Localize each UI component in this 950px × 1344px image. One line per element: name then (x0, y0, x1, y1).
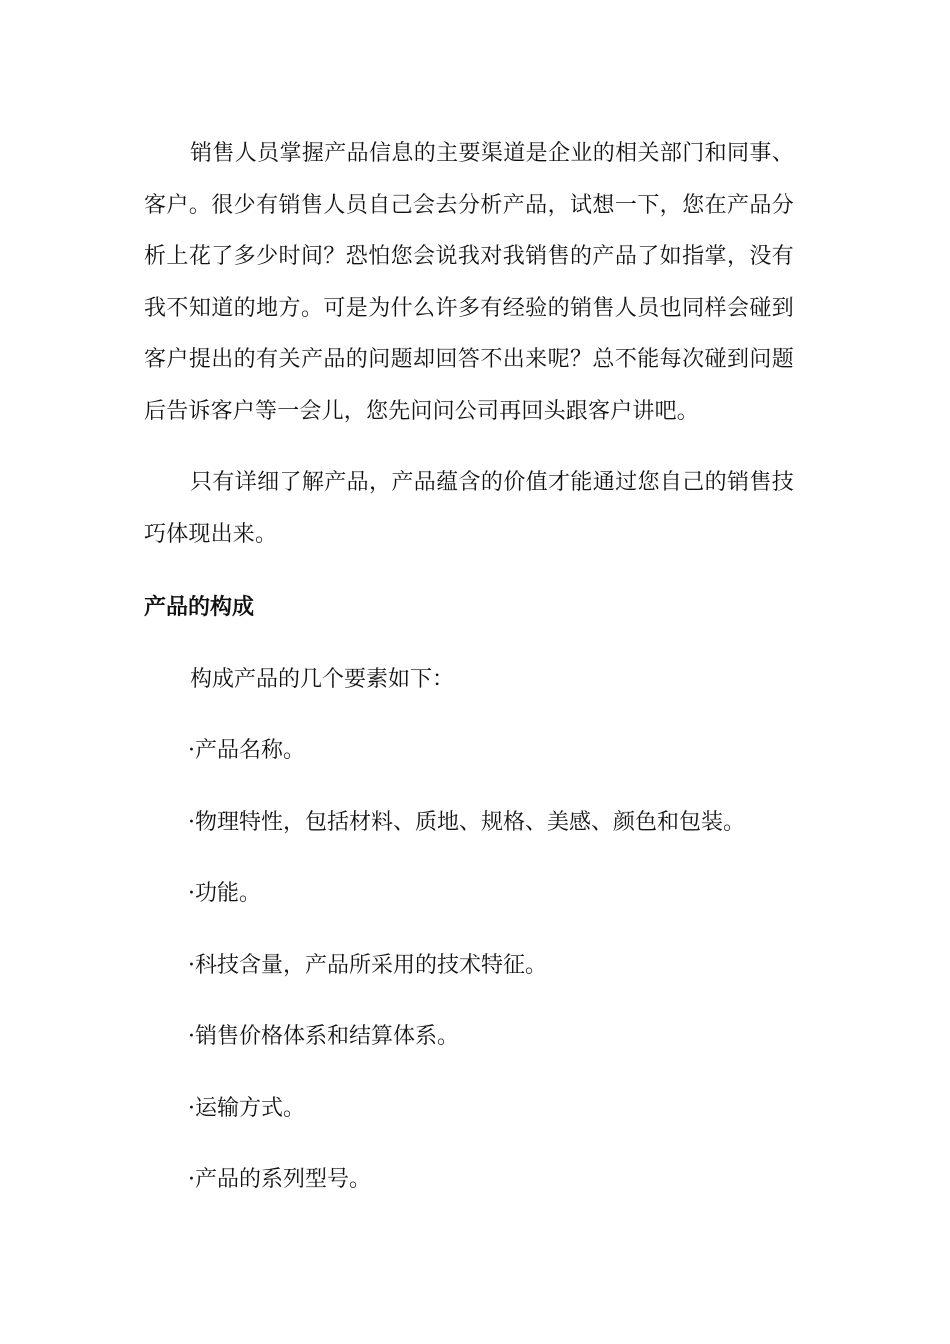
section-heading: 产品的构成 (144, 595, 255, 620)
body-paragraph-1: 销售人员掌握产品信息的主要渠道是企业的相关部门和同事、客户。很少有销售人员自己会去分析产品，试想一下，您在产品分析上花了多少时间？恐怕您会说我对我销售的产品了如指掌，没有我不知道的地方。可是为什么许多有经验的销售人员也同样会碰到客户提出的有关产品的问题却回答不出来呢？总不能每次碰到问题后告诉客户等一会儿，您先问问公司再回头跟客户讲吧。 (144, 141, 794, 424)
list-item: ·产品的系列型号。 (188, 1167, 371, 1192)
list-item: ·功能。 (188, 881, 261, 906)
list-item: ·科技含量，产品所采用的技术特征。 (188, 952, 547, 978)
list-intro: 构成产品的几个要素如下： (190, 666, 455, 692)
list-item: ·物理特性，包括材料、质地、规格、美感、颜色和包装。 (188, 809, 745, 835)
document-page (144, 128, 794, 1206)
list-item: ·产品名称。 (188, 738, 305, 763)
list-item: ·运输方式。 (188, 1095, 305, 1121)
list-item: ·销售价格体系和结算体系。 (188, 1024, 459, 1049)
element-list (144, 725, 794, 1206)
body-paragraph-2: 只有详细了解产品，产品蕴含的价值才能通过您自己的销售技巧体现出来。 (144, 470, 794, 547)
